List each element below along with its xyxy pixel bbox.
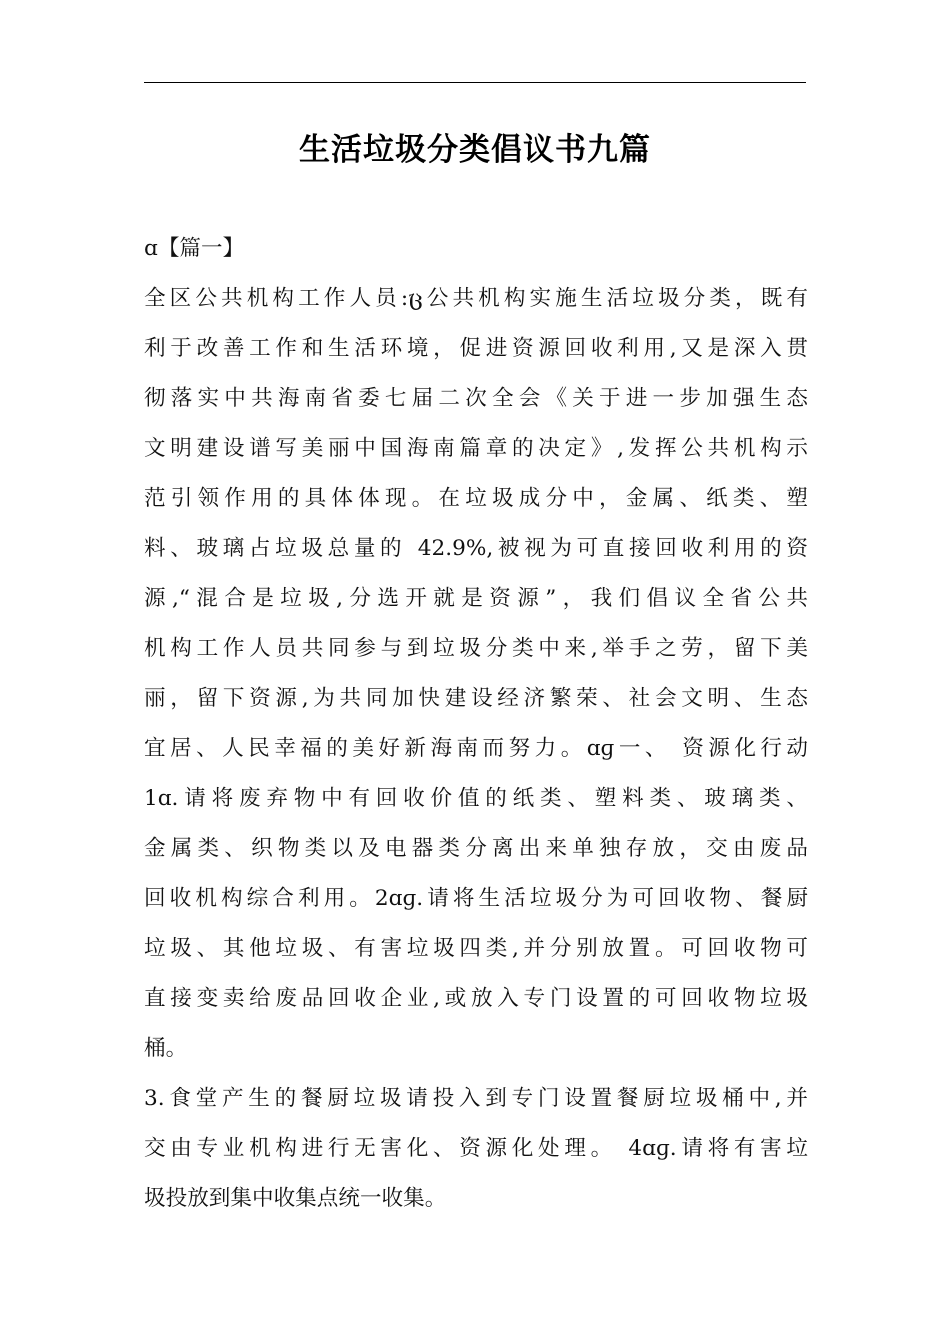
paragraph-line: 1ɑ.请将废弃物中有回收价值的纸类、塑料类、玻璃类、: [144, 786, 808, 811]
body-paragraph-2: [144, 1074, 808, 1224]
paragraph-line: 回收机构综合利用。2ɑɡ.请将生活垃圾分为可回收物、餐厨: [144, 886, 808, 911]
paragraph-line: 金属类、织物类以及电器类分离出来单独存放，交由废品: [144, 836, 808, 861]
section-heading: ɑ【篇一】: [144, 236, 245, 261]
paragraph-line: 桶。: [144, 1036, 188, 1061]
header-rule: [144, 82, 806, 83]
paragraph-line: 利于改善工作和生活环境，促进资源回收利用,又是深入贯: [144, 336, 808, 361]
paragraph-line: 交由专业机构进行无害化、资源化处理。 4ɑɡ.请将有害垃: [144, 1136, 808, 1161]
paragraph-line: 料、玻璃占垃圾总量的 42.9%,被视为可直接回收利用的资: [144, 536, 808, 561]
paragraph-line: 范引领作用的具体体现。在垃圾成分中，金属、纸类、塑: [144, 486, 808, 511]
paragraph-line: 全区公共机构工作人员:ც公共机构实施生活垃圾分类，既有: [144, 286, 808, 311]
document-title: 生活垃圾分类倡议书九篇: [299, 132, 651, 168]
paragraph-line: 丽，留下资源,为共同加快建设经济繁荣、社会文明、生态: [144, 686, 808, 711]
paragraph-line: 垃圾、其他垃圾、有害垃圾四类,并分别放置。可回收物可: [144, 936, 808, 961]
paragraph-line: 3.食堂产生的餐厨垃圾请投入到专门设置餐厨垃圾桶中,并: [144, 1086, 808, 1111]
body-paragraph-1: [144, 274, 808, 1074]
paragraph-line: 源,“混合是垃圾,分选开就是资源”，我们倡议全省公共: [144, 586, 808, 611]
paragraph-line: 宜居、人民幸福的美好新海南而努力。ɑɡ一、 资源化行动: [144, 736, 808, 761]
paragraph-line: 圾投放到集中收集点统一收集。: [144, 1186, 447, 1211]
paragraph-line: 直接变卖给废品回收企业,或放入专门设置的可回收物垃圾: [144, 986, 808, 1011]
paragraph-line: 机构工作人员共同参与到垃圾分类中来,举手之劳，留下美: [144, 636, 808, 661]
paragraph-line: 文明建设谱写美丽中国海南篇章的决定》,发挥公共机构示: [144, 436, 808, 461]
paragraph-line: 彻落实中共海南省委七届二次全会《关于进一步加强生态: [144, 386, 808, 411]
